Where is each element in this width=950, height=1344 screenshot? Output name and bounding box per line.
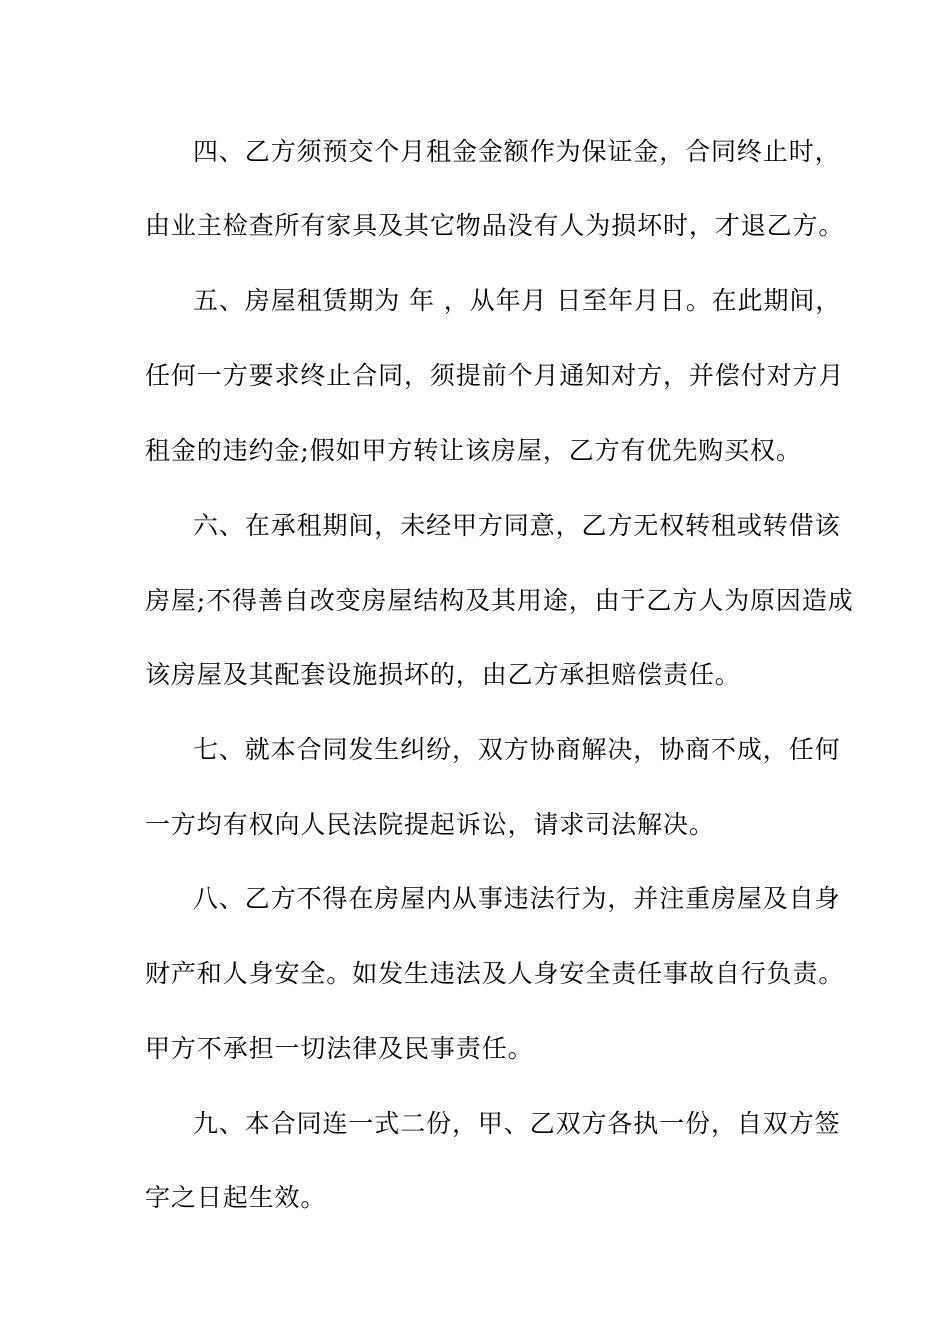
clause-5-line-3: 租金的违约金;假如甲方转让该房屋，乙方有优先购买权。 — [145, 436, 802, 465]
clause-5-line-2: 任何一方要求终止合同，须提前个月通知对方，并偿付对方月 — [145, 361, 845, 390]
clause-8-line-1: 八、乙方不得在房屋内从事违法行为，并注重房屋及自身 — [193, 884, 841, 913]
clause-7-line-2: 一方均有权向人民法院提起诉讼，请求司法解决。 — [145, 810, 715, 839]
clause-7-line-1: 七、就本合同发生纠纷，双方协商解决，协商不成，任何 — [193, 735, 841, 764]
clause-9-line-1: 九、本合同连一式二份，甲、乙双方各执一份，自双方签 — [193, 1109, 841, 1138]
clause-6-line-2: 房屋;不得善自改变房屋结构及其用途，由于乙方人为原因造成 — [145, 586, 854, 615]
clause-4-line-1: 四、乙方须预交个月租金金额作为保证金，合同终止时， — [193, 137, 841, 166]
clause-4-line-2: 由业主检查所有家具及其它物品没有人为损坏时，才退乙方。 — [145, 211, 845, 240]
clause-6-line-3: 该房屋及其配套设施损坏的，由乙方承担赔偿责任。 — [145, 660, 741, 689]
clause-9-line-2: 字之日起生效。 — [145, 1183, 327, 1212]
clause-8-line-2: 财产和人身安全。如发生违法及人身安全责任事故自行负责。 — [145, 959, 845, 988]
clause-5-line-1: 五、房屋租赁期为 年 ，从年月 日至年月日。在此期间， — [193, 286, 842, 315]
clause-8-line-3: 甲方不承担一切法律及民事责任。 — [145, 1034, 534, 1063]
clause-6-line-1: 六、在承租期间，未经甲方同意，乙方无权转租或转借该 — [193, 511, 841, 540]
